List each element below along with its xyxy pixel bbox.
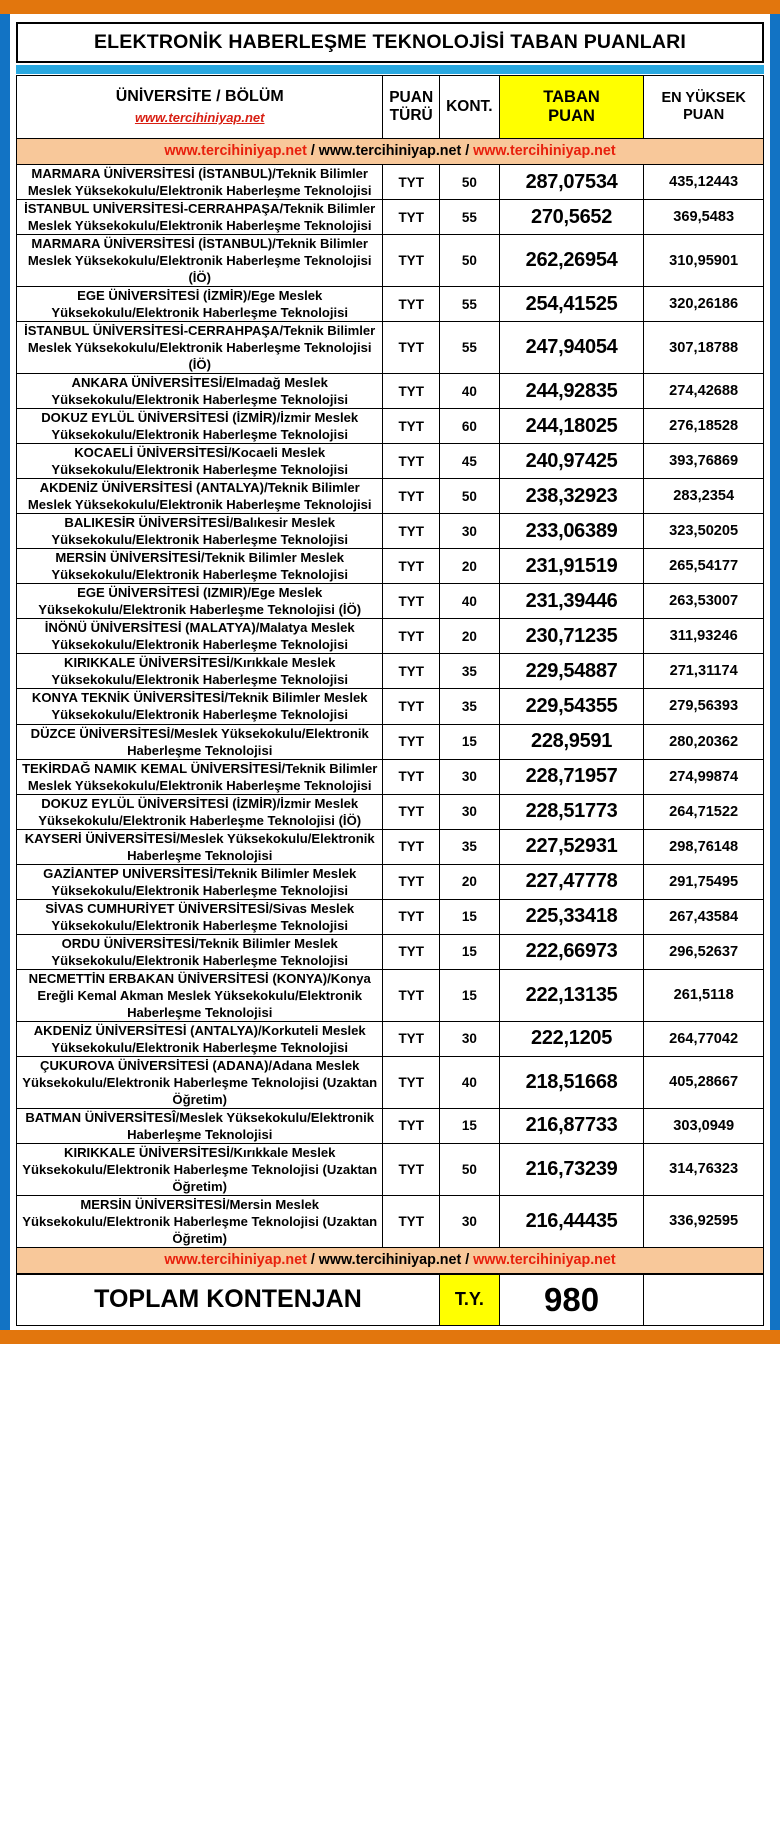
cell-university-program: İSTANBUL ÜNİVERSİTESİ-CERRAHPAŞA/Teknik Bilimler Meslek Yüksekokulu/Elektronik Haberleşme Teknolojisi (İÖ) — [17, 322, 383, 374]
total-quota-value: 980 — [499, 1274, 644, 1325]
cell-score-type: TYT — [383, 794, 440, 829]
cell-base-score: 222,13135 — [499, 969, 644, 1021]
cell-university-program: NECMETTİN ERBAKAN ÜNİVERSİTESİ (KONYA)/Konya Ereğli Kemal Akman Meslek Yüksekokulu/Elektronik Haberleşme Teknolojisi — [17, 969, 383, 1021]
cell-quota: 15 — [439, 899, 499, 934]
table-row[interactable] — [17, 549, 764, 584]
cell-score-type: TYT — [383, 444, 440, 479]
table-row[interactable] — [17, 235, 764, 287]
cell-university-program: DOKUZ EYLÜL ÜNİVERSİTESİ (İZMİR)/İzmir Meslek Yüksekokulu/Elektronik Haberleşme Teknolojisi — [17, 409, 383, 444]
cell-score-type: TYT — [383, 864, 440, 899]
cell-quota: 15 — [439, 969, 499, 1021]
table-row[interactable] — [17, 829, 764, 864]
total-score-type: T.Y. — [439, 1274, 499, 1325]
cell-university-program: TEKİRDAĞ NAMIK KEMAL ÜNİVERSİTESİ/Teknik Bilimler Meslek Yüksekokulu/Elektronik Haberleşme Teknolojisi — [17, 759, 383, 794]
cell-quota: 30 — [439, 794, 499, 829]
cell-quota: 50 — [439, 235, 499, 287]
table-row[interactable] — [17, 200, 764, 235]
table-row[interactable] — [17, 654, 764, 689]
cell-university-program: KONYA TEKNİK ÜNİVERSİTESİ/Teknik Bilimler Meslek Yüksekokulu/Elektronik Haberleşme Teknolojisi — [17, 689, 383, 724]
cell-quota: 55 — [439, 322, 499, 374]
cell-base-score: 229,54355 — [499, 689, 644, 724]
content-area — [10, 14, 770, 1330]
table-row[interactable] — [17, 584, 764, 619]
cell-quota: 30 — [439, 759, 499, 794]
cell-quota: 40 — [439, 374, 499, 409]
cell-max-score: 311,93246 — [644, 619, 764, 654]
ad-site-4[interactable]: www.tercihiniyap.net — [164, 1251, 307, 1268]
cell-quota: 15 — [439, 1108, 499, 1143]
total-empty-cell — [644, 1274, 764, 1325]
table-foot — [17, 1247, 764, 1273]
cell-max-score: 393,76869 — [644, 444, 764, 479]
table-row[interactable] — [17, 287, 764, 322]
cell-university-program: MERSİN ÜNİVERSİTESİ/Mersin Meslek Yüksekokulu/Elektronik Haberleşme Teknolojisi (Uzaktan Öğretim) — [17, 1195, 383, 1247]
cell-quota: 50 — [439, 1143, 499, 1195]
cell-max-score: 280,20362 — [644, 724, 764, 759]
cell-score-type: TYT — [383, 514, 440, 549]
cell-university-program: MARMARA ÜNİVERSİTESİ (İSTANBUL)/Teknik Bilimler Meslek Yüksekokulu/Elektronik Haberleşme Teknolojisi (İÖ) — [17, 235, 383, 287]
table-row[interactable] — [17, 864, 764, 899]
ad-banner-text-bottom[interactable] — [164, 1252, 615, 1268]
max-score-line2: PUAN — [683, 107, 725, 123]
cell-university-program: İSTANBUL UNİVERSİTESİ-CERRAHPAŞA/Teknik Bilimler Meslek Yüksekokulu/Elektronik Haberleşme Teknolojisi — [17, 200, 383, 235]
ad-sep-4: / — [461, 1251, 474, 1268]
cell-max-score: 264,77042 — [644, 1021, 764, 1056]
cell-quota: 40 — [439, 584, 499, 619]
scores-table — [16, 75, 764, 1274]
cell-quota: 55 — [439, 287, 499, 322]
cell-university-program: MARMARA ÜNİVERSİTESİ (İSTANBUL)/Teknik Bilimler Meslek Yüksekokulu/Elektronik Haberleşme Teknolojisi — [17, 165, 383, 200]
cell-quota: 30 — [439, 1021, 499, 1056]
column-header-university — [17, 76, 383, 139]
cell-score-type: TYT — [383, 165, 440, 200]
cell-university-program: DÜZCE ÜNİVERSİTESİ/Meslek Yüksekokulu/Elektronik Haberleşme Teknolojisi — [17, 724, 383, 759]
cell-score-type: TYT — [383, 759, 440, 794]
cell-score-type: TYT — [383, 409, 440, 444]
cell-base-score: 228,9591 — [499, 724, 644, 759]
table-row[interactable] — [17, 1021, 764, 1056]
cell-university-program: MERSİN ÜNİVERSİTESİ/Teknik Bilimler Meslek Yüksekokulu/Elektronik Haberleşme Teknolojisi — [17, 549, 383, 584]
total-quota-label: TOPLAM KONTENJAN — [17, 1274, 440, 1325]
ad-banner-row-bottom — [17, 1247, 764, 1273]
ad-site-1[interactable]: www.tercihiniyap.net — [164, 143, 307, 159]
cell-max-score: 274,99874 — [644, 759, 764, 794]
cell-university-program: EGE ÜNİVERSİTESİ (İZMİR)/Ege Meslek Yüksekokulu/Elektronik Haberleşme Teknolojisi — [17, 287, 383, 322]
cell-score-type: TYT — [383, 200, 440, 235]
cell-university-program: AKDENİZ ÜNİVERSİTESİ (ANTALYA)/Teknik Bilimler Meslek Yüksekokulu/Elektronik Haberleşme Teknolojisi — [17, 479, 383, 514]
bottom-orange-band — [0, 1330, 780, 1344]
cell-base-score: 227,47778 — [499, 864, 644, 899]
cell-base-score: 222,1205 — [499, 1021, 644, 1056]
ad-banner-row-top — [17, 139, 764, 165]
table-head — [17, 76, 764, 165]
cell-score-type: TYT — [383, 724, 440, 759]
cell-quota: 15 — [439, 724, 499, 759]
cell-base-score: 227,52931 — [499, 829, 644, 864]
table-row[interactable] — [17, 165, 764, 200]
left-blue-rail — [0, 14, 10, 1330]
cell-quota: 20 — [439, 864, 499, 899]
cell-score-type: TYT — [383, 1143, 440, 1195]
max-score-line1: EN YÜKSEK — [661, 89, 746, 106]
cell-max-score: 276,18528 — [644, 409, 764, 444]
cell-base-score: 254,41525 — [499, 287, 644, 322]
table-row[interactable] — [17, 409, 764, 444]
table-row[interactable] — [17, 444, 764, 479]
cell-max-score: 279,56393 — [644, 689, 764, 724]
header-site-link[interactable]: www.tercihiniyap.net — [134, 110, 265, 126]
cell-score-type: TYT — [383, 1021, 440, 1056]
cell-base-score: 216,73239 — [499, 1143, 644, 1195]
cell-base-score: 244,18025 — [499, 409, 644, 444]
table-row[interactable] — [17, 1108, 764, 1143]
table-row[interactable] — [17, 322, 764, 374]
cell-max-score: 267,43584 — [644, 899, 764, 934]
cell-university-program: KIRIKKALE ÜNİVERSİTESİ/Kırıkkale Meslek Yüksekokulu/Elektronik Haberleşme Teknolojisi (Uzaktan Öğretim) — [17, 1143, 383, 1195]
cell-score-type: TYT — [383, 374, 440, 409]
top-orange-band — [0, 0, 780, 14]
cell-university-program: KOCAELİ ÜNİVERSİTESİ/Kocaeli Meslek Yüksekokulu/Elektronik Haberleşme Teknolojisi — [17, 444, 383, 479]
ad-sep-2: / — [461, 143, 474, 159]
blue-separator-bar — [16, 65, 764, 74]
cell-university-program: ANKARA ÜNİVERSİTESİ/Elmadağ Meslek Yüksekokulu/Elektronik Haberleşme Teknolojisi — [17, 374, 383, 409]
cell-quota: 40 — [439, 1056, 499, 1108]
cell-max-score: 336,92595 — [644, 1195, 764, 1247]
cell-quota: 45 — [439, 444, 499, 479]
column-header-quota — [439, 76, 499, 139]
ad-banner-text-top[interactable] — [164, 143, 615, 159]
table-row[interactable] — [17, 1143, 764, 1195]
ad-site-3[interactable]: www.tercihiniyap.net — [473, 143, 616, 159]
cell-max-score: 435,12443 — [644, 165, 764, 200]
column-header-university-label: ÜNİVERSİTE / BÖLÜM — [115, 88, 284, 106]
cell-university-program: İNÖNÜ ÜNİVERSİTESİ (MALATYA)/Malatya Meslek Yüksekokulu/Elektronik Haberleşme Teknolojisi — [17, 619, 383, 654]
cell-max-score: 274,42688 — [644, 374, 764, 409]
cell-max-score: 307,18788 — [644, 322, 764, 374]
cell-quota: 35 — [439, 829, 499, 864]
column-header-base-score — [499, 76, 644, 139]
cell-max-score: 296,52637 — [644, 934, 764, 969]
cell-university-program: AKDENİZ ÜNİVERSİTESİ (ANTALYA)/Korkuteli Meslek Yüksekokulu/Elektronik Haberleşme Teknolojisi — [17, 1021, 383, 1056]
cell-score-type: TYT — [383, 235, 440, 287]
total-row — [17, 1274, 764, 1325]
cell-max-score: 369,5483 — [644, 200, 764, 235]
table-row[interactable] — [17, 969, 764, 1021]
cell-score-type: TYT — [383, 619, 440, 654]
page-title: ELEKTRONİK HABERLEŞME TEKNOLOJİSİ TABAN PUANLARI — [93, 31, 687, 53]
ad-site-2[interactable]: www.tercihiniyap.net — [318, 143, 462, 159]
cell-quota: 20 — [439, 619, 499, 654]
table-row[interactable] — [17, 514, 764, 549]
cell-score-type: TYT — [383, 1056, 440, 1108]
cell-max-score: 265,54177 — [644, 549, 764, 584]
cell-university-program: ÇUKUROVA ÜNİVERSİTESİ (ADANA)/Adana Meslek Yüksekokulu/Elektronik Haberleşme Teknolojisi (Uzaktan Öğretim) — [17, 1056, 383, 1108]
cell-quota: 20 — [439, 549, 499, 584]
cell-base-score: 228,71957 — [499, 759, 644, 794]
page-body — [0, 14, 780, 1330]
cell-base-score: 216,44435 — [499, 1195, 644, 1247]
cell-base-score: 287,07534 — [499, 165, 644, 200]
table-row[interactable] — [17, 1056, 764, 1108]
cell-university-program: BATMAN ÜNİVERSİTESÎ/Meslek Yüksekokulu/Elektronik Haberleşme Teknolojisi — [17, 1108, 383, 1143]
base-score-line1: TABAN — [543, 87, 600, 106]
cell-university-program: GAZİANTEP UNİVERSİTESİ/Teknik Bilimler Meslek Yüksekokulu/Elektronik Haberleşme Teknolojisi — [17, 864, 383, 899]
cell-max-score: 320,26186 — [644, 287, 764, 322]
cell-max-score: 323,50205 — [644, 514, 764, 549]
page-title-box — [16, 22, 764, 63]
cell-score-type: TYT — [383, 969, 440, 1021]
cell-university-program: EGE ÜNİVERSİTESİ (IZMIR)/Ege Meslek Yüksekokulu/Elektronik Haberleşme Teknolojisi (İÖ) — [17, 584, 383, 619]
ad-site-6[interactable]: www.tercihiniyap.net — [473, 1251, 616, 1268]
cell-score-type: TYT — [383, 689, 440, 724]
cell-max-score: 264,71522 — [644, 794, 764, 829]
table-row[interactable] — [17, 899, 764, 934]
ad-sep-1: / — [306, 143, 319, 159]
cell-quota: 50 — [439, 165, 499, 200]
table-row[interactable] — [17, 759, 764, 794]
cell-score-type: TYT — [383, 829, 440, 864]
column-header-score-type — [383, 76, 440, 139]
cell-base-score: 230,71235 — [499, 619, 644, 654]
score-type-line1: PUAN — [389, 88, 434, 106]
cell-score-type: TYT — [383, 1108, 440, 1143]
cell-base-score: 222,66973 — [499, 934, 644, 969]
cell-max-score: 314,76323 — [644, 1143, 764, 1195]
cell-max-score: 310,95901 — [644, 235, 764, 287]
ad-site-5[interactable]: www.tercihiniyap.net — [318, 1251, 462, 1268]
header-row — [17, 76, 764, 139]
cell-quota: 30 — [439, 514, 499, 549]
cell-score-type: TYT — [383, 899, 440, 934]
cell-score-type: TYT — [383, 1195, 440, 1247]
table-row[interactable] — [17, 374, 764, 409]
cell-base-score: 228,51773 — [499, 794, 644, 829]
total-table — [16, 1274, 764, 1326]
score-type-line2: TÜRÜ — [389, 107, 433, 124]
cell-score-type: TYT — [383, 584, 440, 619]
cell-university-program: DOKUZ EYLÜL ÜNİVERSİTESİ (İZMİR)/İzmir Meslek Yüksekokulu/Elektronik Haberleşme Teknolojisi (İÖ) — [17, 794, 383, 829]
cell-base-score: 233,06389 — [499, 514, 644, 549]
cell-quota: 55 — [439, 200, 499, 235]
cell-score-type: TYT — [383, 654, 440, 689]
ad-banner-cell-bottom — [17, 1247, 764, 1273]
cell-base-score: 244,92835 — [499, 374, 644, 409]
cell-base-score: 270,5652 — [499, 200, 644, 235]
cell-university-program: KIRIKKALE ÜNİVERSİTESİ/Kırıkkale Meslek Yüksekokulu/Elektronik Haberleşme Teknolojisi — [17, 654, 383, 689]
cell-quota: 50 — [439, 479, 499, 514]
cell-quota: 15 — [439, 934, 499, 969]
cell-base-score: 225,33418 — [499, 899, 644, 934]
ad-banner-cell-top — [17, 139, 764, 165]
cell-max-score: 261,5118 — [644, 969, 764, 1021]
column-header-max-score — [644, 76, 764, 139]
cell-max-score: 291,75495 — [644, 864, 764, 899]
cell-score-type: TYT — [383, 934, 440, 969]
table-row[interactable] — [17, 479, 764, 514]
cell-max-score: 263,53007 — [644, 584, 764, 619]
table-row[interactable] — [17, 794, 764, 829]
cell-base-score: 247,94054 — [499, 322, 644, 374]
cell-base-score: 231,39446 — [499, 584, 644, 619]
cell-base-score: 238,32923 — [499, 479, 644, 514]
cell-university-program: KAYSERİ ÜNİVERSİTESİ/Meslek Yüksekokulu/Elektronik Haberleşme Teknolojisi — [17, 829, 383, 864]
cell-score-type: TYT — [383, 479, 440, 514]
cell-quota: 35 — [439, 654, 499, 689]
cell-university-program: SİVAS CUMHURİYET ÜNİVERSİTESİ/Sivas Meslek Yüksekokulu/Elektronik Haberleşme Teknolojisi — [17, 899, 383, 934]
cell-max-score: 303,0949 — [644, 1108, 764, 1143]
cell-quota: 60 — [439, 409, 499, 444]
base-score-line2: PUAN — [548, 107, 595, 125]
cell-base-score: 231,91519 — [499, 549, 644, 584]
cell-quota: 35 — [439, 689, 499, 724]
cell-score-type: TYT — [383, 322, 440, 374]
cell-university-program: BALIKESİR ÜNİVERSİTESİ/Balıkesir Meslek Yüksekokulu/Elektronik Haberleşme Teknolojisi — [17, 514, 383, 549]
quota-label: KONT. — [446, 97, 493, 115]
table-row[interactable] — [17, 934, 764, 969]
cell-score-type: TYT — [383, 287, 440, 322]
ad-sep-3: / — [306, 1251, 319, 1268]
cell-base-score: 218,51668 — [499, 1056, 644, 1108]
table-row[interactable] — [17, 619, 764, 654]
table-row[interactable] — [17, 1195, 764, 1247]
right-blue-rail — [770, 14, 780, 1330]
table-row[interactable] — [17, 724, 764, 759]
cell-max-score: 298,76148 — [644, 829, 764, 864]
cell-max-score: 283,2354 — [644, 479, 764, 514]
table-row[interactable] — [17, 689, 764, 724]
cell-base-score: 240,97425 — [499, 444, 644, 479]
cell-max-score: 271,31174 — [644, 654, 764, 689]
cell-quota: 30 — [439, 1195, 499, 1247]
table-body — [17, 165, 764, 1248]
cell-university-program: ORDU ÜNİVERSİTESİ/Teknik Bilimler Meslek Yüksekokulu/Elektronik Haberleşme Teknolojisi — [17, 934, 383, 969]
cell-score-type: TYT — [383, 549, 440, 584]
cell-base-score: 229,54887 — [499, 654, 644, 689]
cell-max-score: 405,28667 — [644, 1056, 764, 1108]
cell-base-score: 262,26954 — [499, 235, 644, 287]
cell-base-score: 216,87733 — [499, 1108, 644, 1143]
